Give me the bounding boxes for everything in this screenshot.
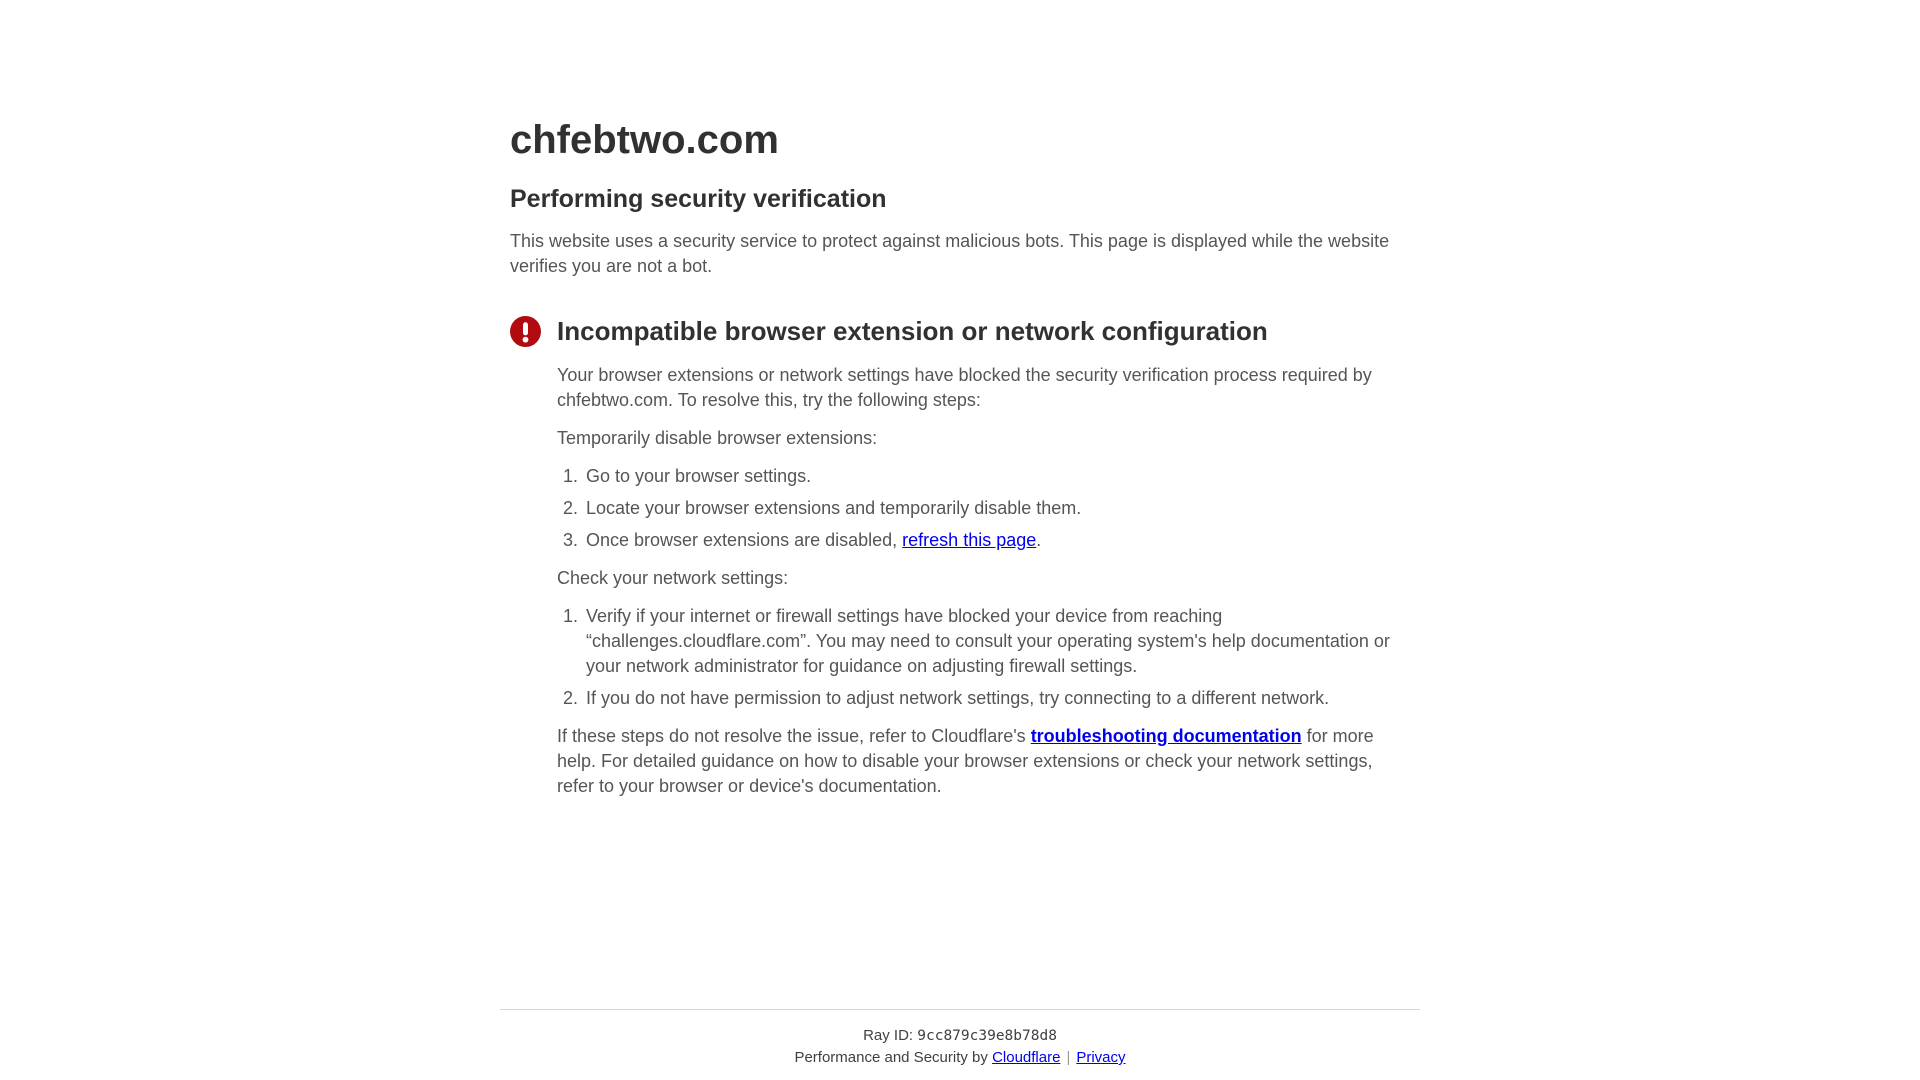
ray-id-line (500, 1027, 1420, 1044)
extensions-steps-list (557, 464, 1410, 553)
page-footer (500, 1009, 1420, 1080)
list-item: 1. Go to your browser settings. (583, 464, 1410, 489)
privacy-link[interactable]: Privacy (1076, 1049, 1126, 1066)
ray-id-value: 9cc879c39e8b78d8 (917, 1028, 1057, 1044)
help-text: If these steps do not resolve the issue, refer to Cloudflare's (557, 725, 1031, 746)
credit-text: Performance and Security by (794, 1049, 988, 1066)
error-description: Your browser extensions or network settings have blocked the security verification process required by chfebtwo.com. To resolve this, try the following steps: (557, 364, 1372, 410)
network-intro: Check your network settings: (557, 567, 789, 588)
cloudflare-link[interactable]: Cloudflare (992, 1049, 1061, 1066)
step-text: Once browser extensions are disabled, (586, 529, 903, 550)
refresh-page-link[interactable]: refresh this page (902, 529, 1037, 550)
credit-line (500, 1049, 1420, 1066)
challenge-content (510, 116, 1410, 812)
list-item (583, 528, 1410, 553)
intro-text: This website uses a security service to protect against malicious bots. This page is displayed while the website verifies you are not a bot. (510, 231, 1390, 276)
separator: | (1066, 1049, 1071, 1066)
error-content (557, 315, 1410, 812)
alert-circle-icon (510, 316, 541, 347)
list-item: 2. If you do not have permission to adjust network settings, try connecting to a different network. (583, 686, 1410, 711)
ray-id-label: Ray ID: (863, 1027, 914, 1044)
list-item: 2. Locate your browser extensions and temporarily disable them. (583, 496, 1410, 521)
list-item: 1. Verify if your internet or firewall settings have blocked your device from reaching “challenges.cloudflare.com”. You may need to consult your operating system's help documentation or your network administrator for guidance on adjusting firewall settings. (583, 604, 1410, 679)
help-text: for more help. For detailed guidance on how to disable your browser extensions or check your network settings, refer to your browser or device's documentation. (557, 725, 1374, 796)
page-title: chfebtwo.com (510, 118, 779, 162)
error-heading: Incompatible browser extension or network configuration (557, 316, 1268, 346)
troubleshooting-documentation-link[interactable]: troubleshooting documentation (1030, 725, 1302, 746)
extensions-intro: Temporarily disable browser extensions: (557, 427, 878, 448)
verification-subtitle: Performing security verification (510, 185, 887, 213)
help-paragraph (557, 724, 1410, 799)
network-steps-list (557, 604, 1410, 711)
step-text: . (1036, 529, 1042, 550)
error-section (510, 315, 1410, 812)
